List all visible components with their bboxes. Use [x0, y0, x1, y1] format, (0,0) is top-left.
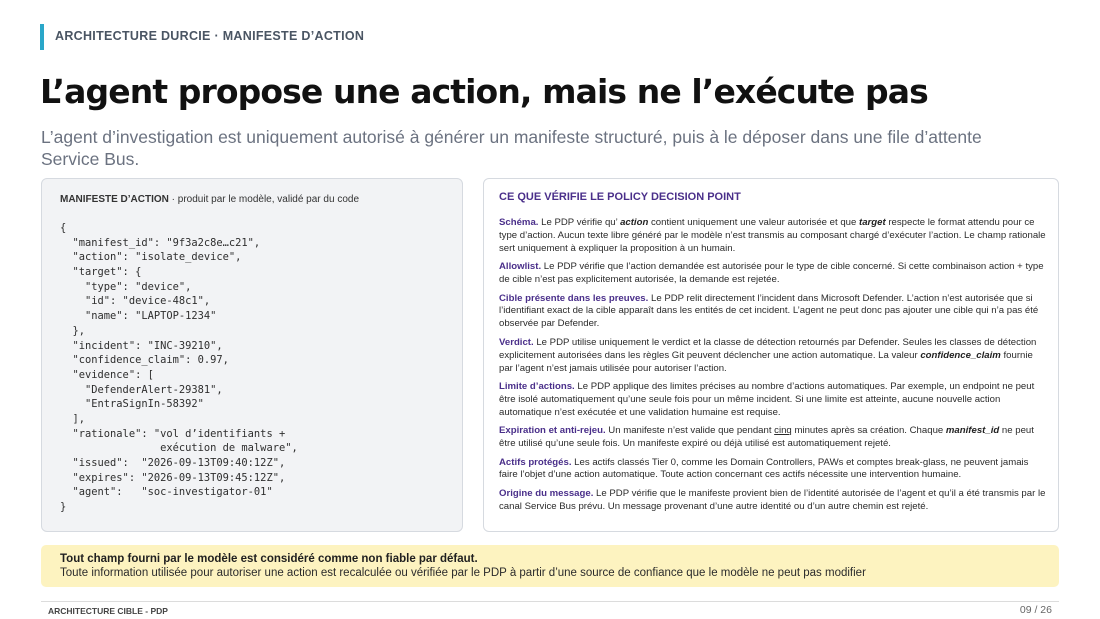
check-text: Le PDP vérifie que le manifeste provient bien de l’identité autorisée de l’agent et qu’il a été transmis par le canal Service Bus prévu. Un message provenant d’une autre identité ou d’un autre chemin est rejeté. [499, 487, 1046, 512]
check-expiration-replay [499, 425, 1047, 451]
code-line: "type": "device", [60, 280, 192, 293]
code-line: "agent": "soc-investigator-01" [60, 486, 273, 499]
check-text: respecte le format attendu pour ce type d’action. Aucun texte libre généré par le modèle n’est transmis au composant chargé d’exécuter l’action. Le champ rationale sert uniquement à expliquer la proposition à un humain. [499, 217, 1046, 254]
check-protected-assets [499, 457, 1047, 483]
code-line: "confidence_claim": 0.97, [60, 354, 229, 367]
check-text: Le PDP vérifie qu’ [538, 217, 621, 228]
code-line: "action": "isolate_device", [60, 251, 242, 264]
code-line: "issued": "2026-09-13T09:40:12Z", [60, 457, 286, 469]
pdp-checks-list [499, 217, 1047, 519]
check-label: Actifs protégés. [499, 456, 572, 468]
pdp-checks-card [483, 178, 1059, 532]
check-allowlist [499, 261, 1047, 287]
code-line: "expires": "2026-09-13T09:45:12Z", [60, 471, 286, 484]
check-schema [499, 217, 1047, 256]
code-line: ], [60, 412, 86, 425]
check-code-term: target [859, 217, 886, 228]
check-underlined-term: cinq [774, 425, 792, 437]
check-verdict [499, 337, 1047, 376]
code-line: "rationale": "vol d’identifiants + [60, 427, 286, 440]
pdp-card-title: CE QUE VÉRIFIE LE POLICY DECISION POINT [499, 191, 741, 203]
check-text: Le PDP applique des limites précises au nombre d’actions automatiques. Par exemple, un endpoint ne peut être isolé automatiquement qu’une seule fois pour un même incident. Si une limite est atteinte, aucune nouvelle action automatique n’est exécutée et une validation humaine est requise. [499, 380, 1035, 418]
check-target-in-evidence [499, 293, 1047, 332]
code-line: } [60, 501, 67, 514]
check-message-origin [499, 488, 1047, 514]
callout-title: Tout champ fourni par le modèle est considéré comme non fiable par défaut. [60, 553, 478, 565]
manifest-card [41, 178, 463, 532]
page-number: 09 / 26 [1019, 604, 1052, 616]
manifest-card-header-strong: MANIFESTE D’ACTION [60, 194, 169, 205]
check-text: minutes après sa création. Chaque [791, 425, 946, 437]
check-code-term: confidence_claim [920, 349, 1001, 361]
check-code-term: action [620, 217, 649, 228]
code-line: "manifest_id": "9f3a2c8e…c21", [60, 236, 261, 249]
check-text: Les actifs classés Tier 0, comme les Domain Controllers, PAWs et comptes break-glass, ne peuvent jamais faire l’objet d’une action automatique. Toute action concernant ces actifs nécessite une intervention humaine. [499, 456, 1029, 481]
check-label: Cible présente dans les preuves. [499, 292, 649, 304]
check-label: Verdict. [499, 336, 534, 348]
check-text: ne peut être utilisé qu’une seule fois. Un manifeste expiré ou déjà utilisé est automatiquement rejeté. [499, 425, 1034, 450]
check-label: Limite d’actions. [499, 380, 575, 392]
slide-subtitle: L’agent d’investigation est uniquement autorisé à générer un manifeste structuré, puis à le déposer dans une file d’attente Service Bus. [41, 127, 982, 169]
check-text: Un manifeste n’est valide que pendant [605, 425, 775, 437]
check-action-limit [499, 381, 1047, 420]
check-label: Allowlist. [499, 261, 542, 273]
manifest-code-block [60, 221, 298, 515]
check-text: contient uniquement une valeur autorisée et que [648, 217, 860, 228]
check-text: Le PDP vérifie que l’action demandée est autorisée pour le type de cible concerné. Si cette combinaison action + type de cible n’est pas explicitement autorisée, la demande est rejetée. [499, 261, 1044, 286]
manifest-card-header [60, 194, 359, 205]
footer-section-label: ARCHITECTURE CIBLE - PDP [48, 606, 168, 616]
code-line: "name": "LAPTOP-1234" [60, 310, 217, 323]
check-label: Expiration et anti-rejeu. [499, 425, 606, 437]
code-line: }, [60, 324, 86, 337]
code-line: "id": "device-48c1", [60, 295, 211, 308]
check-label: Origine du message. [499, 487, 594, 499]
slide-kicker: ARCHITECTURE DURCIE · MANIFESTE D’ACTION [55, 29, 365, 43]
check-label: Schéma. [499, 217, 539, 228]
code-line: "target": { [60, 266, 142, 279]
check-text: Le PDP utilise uniquement le verdict et la classe de détection retournés par Defender. Seules les classes de détection explicitement autorisées dans les règles Git peuvent déclencher une action automatique. La valeur [499, 336, 1037, 361]
slide-title: L’agent propose une action, mais ne l’exécute pas [40, 72, 928, 111]
code-line: "DefenderAlert-29381", [60, 383, 223, 396]
code-line: "evidence": [ [60, 368, 154, 381]
code-line: exécution de malware", [60, 442, 298, 455]
code-line: "incident": "INC-39210", [60, 339, 223, 352]
untrusted-fields-callout [41, 545, 1059, 587]
kicker-accent-bar [40, 24, 44, 50]
code-line: "EntraSignIn-58392" [60, 398, 204, 411]
manifest-card-header-rest: · produit par le modèle, validé par du code [168, 194, 360, 205]
check-code-term: manifest_id [945, 425, 1000, 437]
check-text: Le PDP relit directement l’incident dans Microsoft Defender. L’action n’est autorisée que si l’identifiant exact de la cible apparaît dans les entités de cet incident. L’agent ne peut donc pas ajouter une cible qui n’a pas été observée par Defender. [499, 292, 1039, 330]
footer-divider [41, 601, 1059, 602]
code-line: { [60, 222, 67, 234]
check-text: fournie par l’agent n’est jamais utilisée pour autoriser l’action. [499, 349, 1033, 374]
callout-text: Toute information utilisée pour autoriser une action est recalculée ou vérifiée par le PDP à partir d’une source de confiance que le modèle ne peut pas modifier [60, 567, 866, 579]
